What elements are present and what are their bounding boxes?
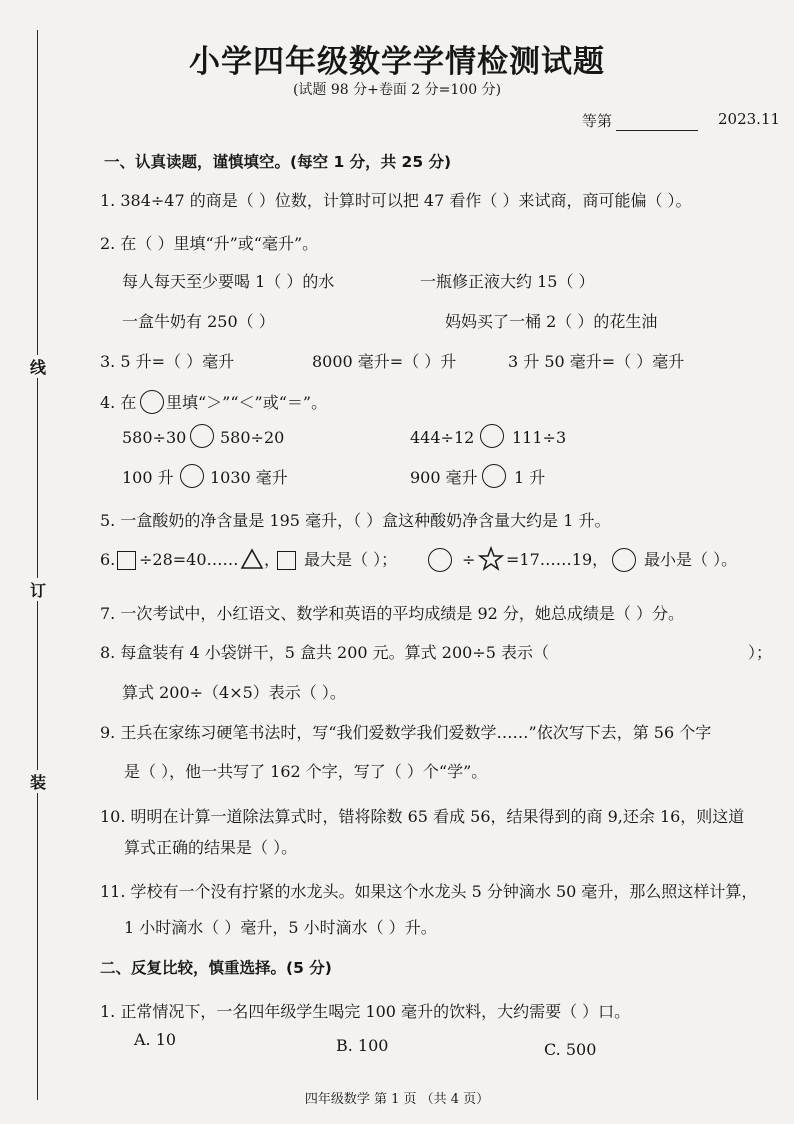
binding-char-line: 线	[29, 355, 47, 378]
q4d-answer-circle[interactable]	[482, 464, 506, 488]
question-6-f: 最小是（ ）。	[644, 550, 738, 569]
square-symbol	[117, 551, 136, 570]
question-2d: 妈妈买了一桶 2（ ）的花生油	[445, 312, 658, 331]
question-7: 7. 一次考试中，小红语文、数学和英语的平均成绩是 92 分，她总成绩是（ ）分。	[100, 604, 684, 623]
question-6-d: ÷	[462, 550, 476, 569]
question-8a: 8. 每盒装有 4 小袋饼干，5 盒共 200 元。算式 200÷5 表示（	[100, 643, 549, 662]
section2-heading: 二、反复比较，慎重选择。(5 分)	[100, 959, 332, 977]
star-icon	[478, 546, 504, 571]
question-8a-end: ）；	[748, 643, 773, 662]
q4d-right: 1 升	[514, 468, 546, 487]
question-10a: 10. 明明在计算一道除法算式时，错将除数 65 看成 56，结果得到的商 9,还余 16，则这道	[100, 807, 745, 826]
circle-symbol-q6	[428, 548, 452, 572]
question-2b: 一瓶修正液大约 15（ ）	[420, 272, 595, 291]
square-symbol-2	[277, 551, 296, 570]
q4c-right: 1030 毫升	[210, 468, 288, 487]
s2-question-1: 1. 正常情况下，一名四年级学生喝完 100 毫升的饮料，大约需要（ ）口。	[100, 1002, 631, 1021]
section1-heading: 一、认真读题，谨慎填空。(每空 1 分，共 25 分)	[104, 153, 452, 171]
question-1: 1. 384÷47 的商是（ ）位数，计算时可以把 47 看作（ ）来试商，商可能偏（ ）。	[100, 191, 692, 210]
binding-line	[37, 30, 38, 1100]
question-11a: 11. 学校有一个没有拧紧的水龙头。如果这个水龙头 5 分钟滴水 50 毫升，那么照这样计算，	[100, 882, 758, 901]
score-subtitle: (试题 98 分+卷面 2 分=100 分)	[292, 82, 502, 98]
q4b-left: 444÷12	[410, 428, 475, 447]
question-2a: 每人每天至少要喝 1（ ）的水	[122, 272, 335, 291]
triangle-icon	[240, 548, 264, 570]
question-10b: 算式正确的结果是（ ）。	[124, 838, 298, 857]
binding-char-order: 订	[29, 578, 47, 601]
question-2: 2. 在（ ）里填“升”或“毫升”。	[100, 234, 319, 253]
question-2c: 一盒牛奶有 250（ ）	[122, 312, 275, 331]
q4a-right: 580÷20	[220, 428, 285, 447]
exam-date: 2023.11	[718, 110, 781, 128]
question-6-number: 6.	[100, 550, 116, 569]
page-title: 小学四年级数学学情检测试题	[189, 44, 605, 80]
q4b-right: 111÷3	[512, 428, 567, 447]
question-9b: 是（ ），他一共写了 162 个字，写了（ ）个“学”。	[124, 762, 488, 781]
question-6-a: ÷28=40……	[139, 550, 239, 569]
question-3c: 3 升 50 毫升=（ ）毫升	[508, 352, 685, 371]
grade-blank[interactable]	[616, 114, 698, 131]
q4a-left: 580÷30	[122, 428, 187, 447]
grade-field	[582, 110, 702, 131]
q4a-answer-circle[interactable]	[190, 424, 214, 448]
question-4-post: 里填“＞”“＜”或“＝”。	[166, 393, 328, 412]
question-3b: 8000 毫升=（ ）升	[312, 352, 457, 371]
option-c[interactable]: C. 500	[544, 1040, 597, 1059]
question-4-pre: 4. 在	[100, 393, 137, 412]
question-6-c: 最大是（ ）；	[304, 550, 398, 569]
question-11b: 1 小时滴水（ ）毫升，5 小时滴水（ ）升。	[124, 918, 437, 937]
question-6-b: ，	[264, 550, 281, 569]
q4c-left: 100 升	[122, 468, 174, 487]
q4d-left: 900 毫升	[410, 468, 478, 487]
q4b-answer-circle[interactable]	[480, 424, 504, 448]
grade-label: 等第	[582, 112, 613, 130]
circle-symbol	[140, 390, 164, 414]
question-6-e: =17……19，	[506, 550, 609, 569]
page-footer: 四年级数学 第 1 页 （共 4 页）	[304, 1092, 490, 1107]
question-3a: 3. 5 升=（ ）毫升	[100, 352, 235, 371]
circle-symbol-q6b	[612, 548, 636, 572]
binding-char-bind: 装	[29, 770, 47, 793]
option-b[interactable]: B. 100	[336, 1036, 389, 1055]
question-5: 5. 一盒酸奶的净含量是 195 毫升，（ ）盒这种酸奶净含量大约是 1 升。	[100, 511, 611, 530]
question-9a: 9. 王兵在家练习硬笔书法时，写“我们爱数学我们爱数学……”依次写下去，第 56 个字	[100, 723, 712, 742]
q4c-answer-circle[interactable]	[180, 464, 204, 488]
option-a[interactable]: A. 10	[134, 1030, 177, 1049]
question-8b: 算式 200÷（4×5）表示（ ）。	[122, 683, 346, 702]
